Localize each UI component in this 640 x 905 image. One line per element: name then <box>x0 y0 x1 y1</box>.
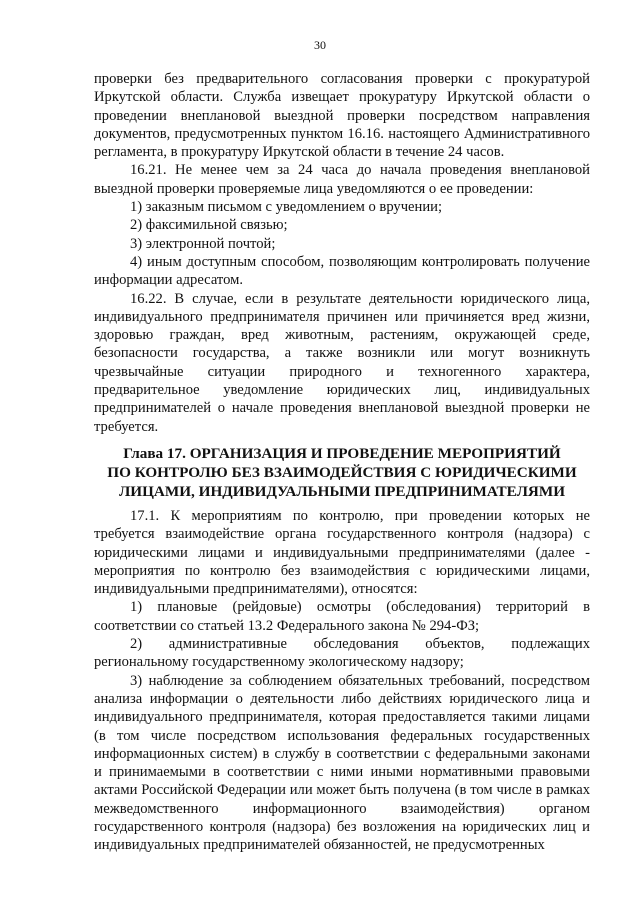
list-item-raid-inspections: 1) плановые (рейдовые) осмотры (обследования) территорий в соответствии со статьей 13.2 Федерального закона № 294-ФЗ; <box>94 599 590 634</box>
chapter-heading <box>94 444 590 501</box>
text-block-top <box>94 70 590 436</box>
text-block-bottom <box>94 507 590 855</box>
chapter-heading-line-3: ЛИЦАМИ, ИНДИВИДУАЛЬНЫМИ ПРЕДПРИНИМАТЕЛЯМИ <box>118 483 566 500</box>
paragraph-17-1: 17.1. К мероприятиям по контролю, при проведении которых не требуется взаимодействие органа государственного контроля (надзора) с юридическими лицами и индивидуальными предпринимателями (далее - мероприятия по контролю без взаимодействия с юридическими лицами, индивидуальными предпринимателями), относятся: <box>94 508 590 598</box>
list-item-registered-letter: 1) заказным письмом с уведомлением о вручении; <box>130 199 443 216</box>
list-item-observation: 3) наблюдение за соблюдением обязательных требований, посредством анализа информации о деятельности либо действиях юридического лица и индивидуального предпринимателя, которая предоставляется такими лицами (в том числе посредством использования федеральных государственных информационных систем) в службу в соответствии с федеральными законами и принимаемыми в соответствии с ними иными нормативными правовыми актами Российской Федерации или может быть получена (в том числе в рамках межведомственного информационного взаимодействия) органом государственного контроля (надзора) без возложения на юридических лиц и индивидуальных предпринимателей обязанностей, не предусмотренных <box>94 672 590 854</box>
chapter-heading-line-1: Глава 17. ОРГАНИЗАЦИЯ И ПРОВЕДЕНИЕ МЕРОПРИЯТИЙ <box>123 445 561 462</box>
paragraph-16-22: 16.22. В случае, если в результате деятельности юридического лица, индивидуального предпринимателя причинен или причиняется вред жизни, здоровью граждан, вред животным, растениям, окружающей среде, безопасности государства, а также возникли или могут возникнуть чрезвычайные ситуации природного и техногенного характера, предварительное уведомление юридических лиц, индивидуальных предпринимателей о начале проведения внеплановой выездной проверки не требуется. <box>94 290 590 435</box>
paragraph-16-21: 16.21. Не менее чем за 24 часа до начала проведения внеплановой выездной проверки проверяемые лица уведомляются о ее проведении: <box>94 162 590 197</box>
list-item-administrative-surveys: 2) административные обследования объектов, подлежащих региональному государственному экологическому надзору; <box>94 636 590 671</box>
page-number: 30 <box>314 38 326 52</box>
chapter-heading-line-2: ПО КОНТРОЛЮ БЕЗ ВЗАИМОДЕЙСТВИЯ С ЮРИДИЧЕСКИМИ <box>107 464 577 481</box>
list-item-fax: 2) факсимильной связью; <box>130 217 288 234</box>
list-item-other-method: 4) иным доступным способом, позволяющим контролировать получение информации адресатом. <box>94 253 590 289</box>
list-item-email: 3) электронной почтой; <box>130 235 276 252</box>
paragraph-continuation: проверки без предварительного согласования проверки с прокуратурой Иркутской области. Служба извещает прокуратуру Иркутской области о проведении внеплановой выездной проверки посредством направления документов, предусмотренных пунктом 16.16. настоящего Административного регламента, в прокуратуру Иркутской области в течение 24 часов. <box>94 71 590 161</box>
